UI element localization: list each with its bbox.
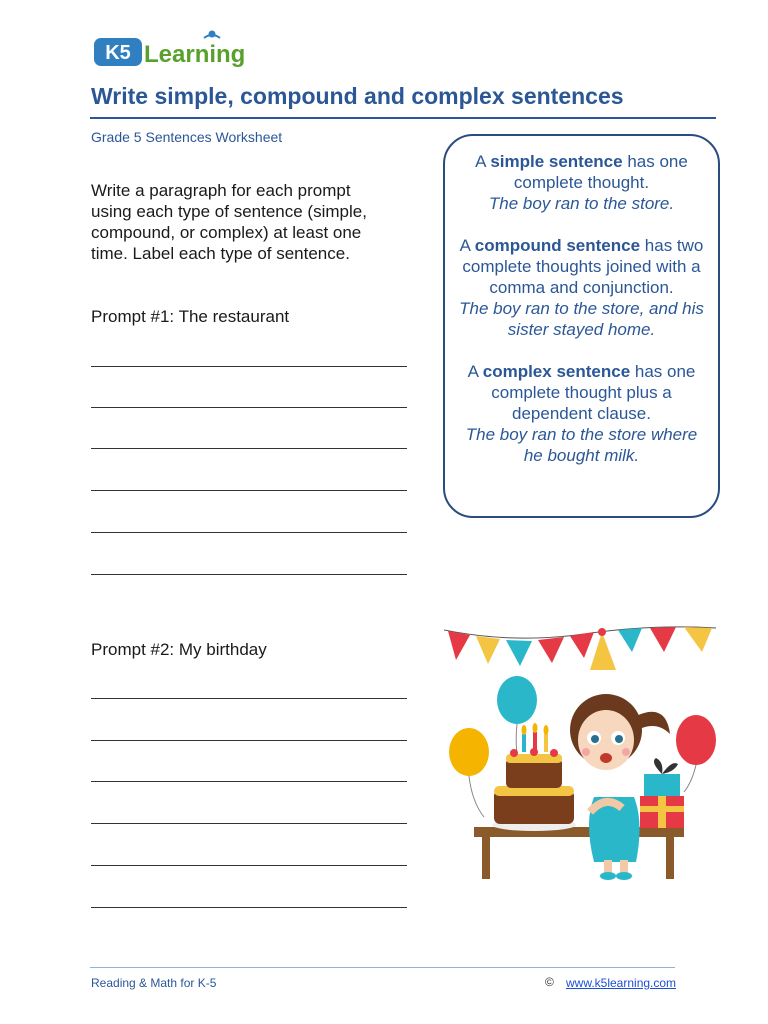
copyright-symbol: © [545,975,554,989]
writing-line[interactable] [91,781,407,782]
gift-box-icon [640,758,684,828]
definition-text: has two complete thoughts joined with a comma and conjunction. [462,236,704,297]
sentence-types-box [443,134,720,518]
balloon-icon [676,715,716,792]
definition-lead: A [475,152,486,171]
writing-line[interactable] [91,532,407,533]
footer-divider [90,967,675,968]
birthday-cake-icon [492,723,576,831]
writing-line[interactable] [91,907,407,908]
prompt-1-label: Prompt #1: The restaurant [91,307,290,326]
k5-learning-logo [92,28,262,72]
writing-line[interactable] [91,574,407,575]
definition-term: simple sentence [490,152,623,171]
worksheet-subtitle: Grade 5 Sentences Worksheet [91,129,283,145]
definition-text: has one complete thought plus a dependent clause. [491,362,696,423]
instructions-text: Write a paragraph for each prompt using each type of sentence (simple, compound, or complex) at least one time. Label each type of sentence. [91,181,367,263]
writing-line[interactable] [91,823,407,824]
writing-line[interactable] [91,865,407,866]
definition-example: The boy ran to the store, and his sister stayed home. [459,299,704,339]
balloon-icon [449,728,489,817]
logo-suffix: Learning [144,41,246,68]
definition-example: The boy ran to the store where he bought milk. [465,425,698,465]
writing-line[interactable] [91,490,407,491]
prompt-2-label: Prompt #2: My birthday [91,640,267,659]
table-icon [474,827,684,879]
birthday-girl-illustration [444,622,720,884]
writing-line[interactable] [91,740,407,741]
simple-sentence-definition [459,151,704,214]
complex-sentence-definition [459,361,704,466]
writing-line[interactable] [91,698,407,699]
compound-sentence-definition [459,235,704,340]
writing-line[interactable] [91,448,407,449]
definition-text: has one complete thought. [513,152,688,192]
logo-prefix: K5 [105,42,131,64]
definition-term: compound sentence [474,236,641,255]
definition-lead: A [467,362,479,381]
definition-example: The boy ran to the store. [488,194,675,213]
definition-term: complex sentence [482,362,631,381]
girl-character-icon [570,628,670,880]
page-title: Write simple, compound and complex sentences [91,83,624,109]
definition-lead: A [459,236,471,255]
k5learning-website-link[interactable]: www.k5learning.com [566,976,677,990]
title-divider [90,117,716,119]
writing-line[interactable] [91,407,407,408]
footer-tagline: Reading & Math for K-5 [91,976,217,990]
writing-line[interactable] [91,366,407,367]
bunting-flags-icon [444,627,716,666]
